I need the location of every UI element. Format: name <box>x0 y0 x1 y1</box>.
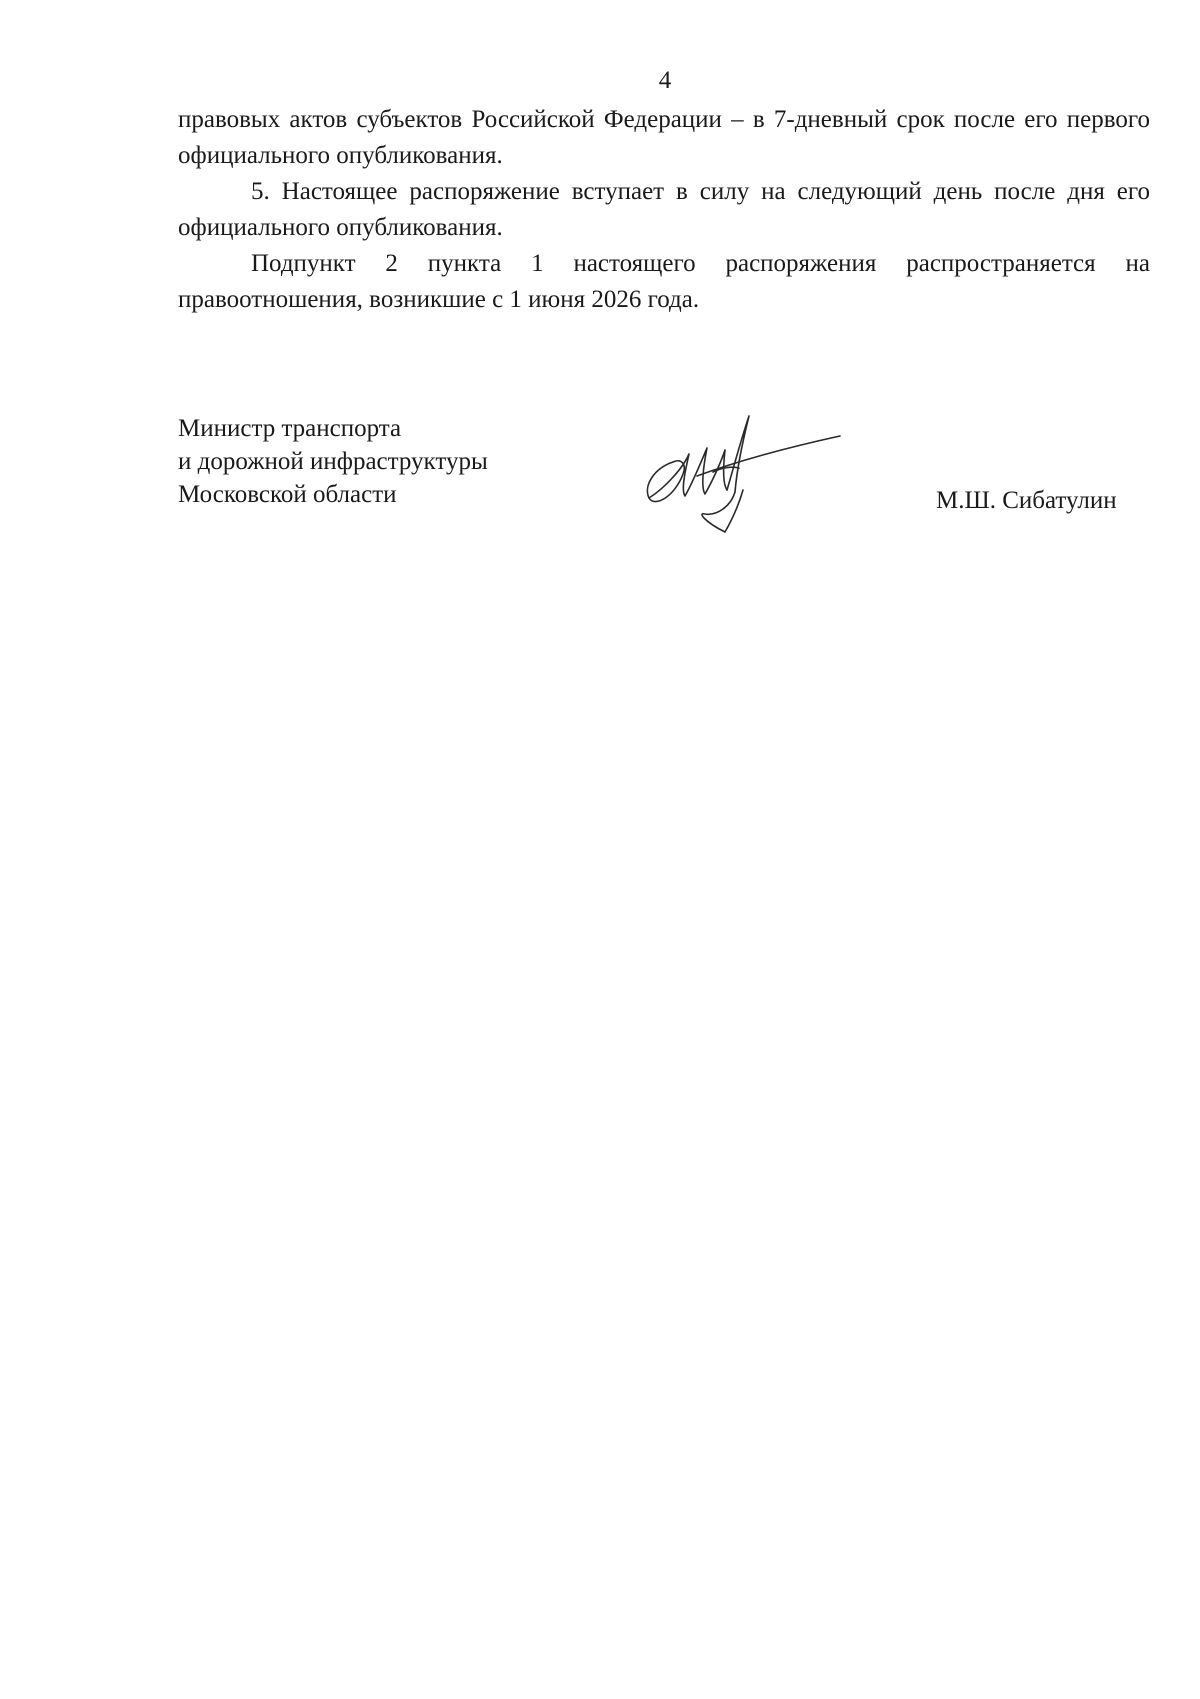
paragraph-retroactive: Подпункт 2 пункта 1 настоящего распоряжения распространяется на правоотношения, возникшие с 1 июня 2026 года. <box>178 250 1150 313</box>
paragraph-effective-date: 5. Настоящее распоряжение вступает в силу на следующий день после дня его официального опубликования. <box>178 178 1150 241</box>
signatory-name: М.Ш. Сибатулин <box>936 487 1117 514</box>
document-body <box>178 102 1150 318</box>
handwritten-signature <box>635 410 845 535</box>
signatory-position <box>178 412 488 511</box>
position-line-3: Московской области <box>178 481 397 508</box>
page-number: 4 <box>658 67 672 94</box>
paragraph-continuation: правовых актов субъектов Российской Федерации – в 7-дневный срок после его первого официального опубликования. <box>178 106 1150 169</box>
position-line-2: и дорожной инфраструктуры <box>178 448 488 475</box>
position-line-1: Министр транспорта <box>178 415 402 442</box>
